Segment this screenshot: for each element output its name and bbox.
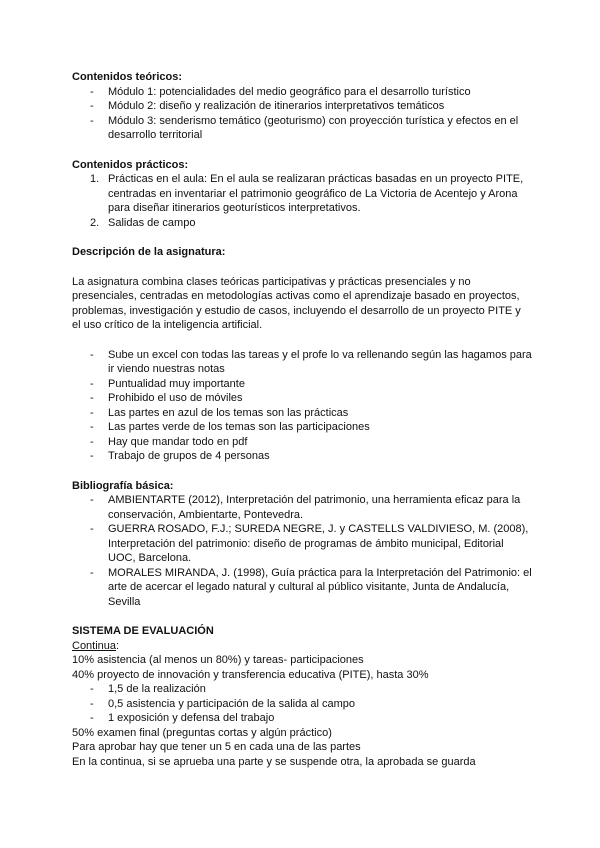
list-item: - Módulo 2: diseño y realización de itinerarios interpretativos temáticos <box>90 100 445 112</box>
teoricos-section <box>72 70 532 143</box>
list-item: - Sube un excel con todas las tareas y el profe lo va rellenando según las hagamos para ir viendo nuestras notas <box>90 348 532 375</box>
evaluacion-sub-list <box>72 682 532 726</box>
bibliografia-list <box>72 493 532 609</box>
list-item: 1. Prácticas en el aula: En el aula se realizaran prácticas basadas en un proyecto PITE, centradas en inventariar el patrimonio geográfico de La Victoria de Acentejo y Arona para diseñar itinerarios geoturísticos interpretativos. <box>90 173 524 214</box>
list-item: - Puntualidad muy importante <box>90 377 245 390</box>
list-item: - Módulo 3: senderismo temático (geoturismo) con proyección turística y efectos en el desarrollo territorial <box>90 114 519 141</box>
list-item: - GUERRA ROSADO, F.J.; SUREDA NEGRE, J. y CASTELLS VALDIVIESO, M. (2008), Interpretación del patrimonio: diseño de programas de ámbito municipal, Editorial UOC, Barcelona. <box>90 523 529 564</box>
evaluacion-line: En la continua, si se aprueba una parte y se suspende otra, la aprobada se guarda <box>72 755 476 768</box>
evaluacion-line: 10% asistencia (al menos un 80%) y tareas- participaciones <box>72 654 364 666</box>
descripcion-paragraph: La asignatura combina clases teóricas participativas y prácticas presenciales y no presenciales, centradas en metodologías activas como el aprendizaje basado en proyectos, problemas, investigación y estudio de casos, incluyendo el desarrollo de un proyecto PITE y el uso crítico de la inteligencia artificial. <box>72 275 521 331</box>
bibliografia-section <box>72 479 532 610</box>
list-item: - Trabajo de grupos de 4 personas <box>90 450 270 462</box>
list-item: - 0,5 asistencia y participación de la salida al campo <box>90 697 356 710</box>
practicos-section <box>72 158 532 231</box>
list-item: - Las partes verde de los temas son las participaciones <box>90 421 370 433</box>
evaluacion-line: Para aprobar hay que tener un 5 en cada una de las partes <box>72 741 361 753</box>
list-item: - 1 exposición y defensa del trabajo <box>90 712 275 724</box>
evaluacion-line: 40% proyecto de innovación y transferencia educativa (PITE), hasta 30% <box>72 668 429 681</box>
descripcion-notes <box>72 348 532 464</box>
list-item: - Prohibido el uso de móviles <box>90 392 243 404</box>
descripcion-section <box>72 245 532 464</box>
evaluacion-heading: SISTEMA DE EVALUACIÓN <box>72 625 214 637</box>
list-item: - 1,5 de la realización <box>90 683 206 695</box>
evaluacion-subheading: Continua: <box>72 639 120 652</box>
evaluacion-section <box>72 624 532 769</box>
list-item: - Módulo 1: potencialidades del medio geográfico para el desarrollo turístico <box>90 85 471 98</box>
evaluacion-line: 50% examen final (preguntas cortas y algún práctico) <box>72 726 332 739</box>
list-item: - AMBIENTARTE (2012), Interpretación del patrimonio, una herramienta eficaz para la conservación, Ambientarte, Pontevedra. <box>90 494 521 521</box>
teoricos-list <box>72 85 532 143</box>
practicos-heading: Contenidos prácticos: <box>72 158 189 171</box>
practicos-list <box>72 172 532 230</box>
teoricos-heading: Contenidos teóricos: <box>72 71 183 83</box>
list-item: - Hay que mandar todo en pdf <box>90 435 248 448</box>
list-item: - MORALES MIRANDA, J. (1998), Guía práctica para la Interpretación del Patrimonio: el arte de acercar el legado natural y cultural al público visitante, Junta de Andalucía, Sevilla <box>90 566 532 608</box>
list-item: 2. Salidas de campo <box>90 216 196 229</box>
bibliografia-heading: Bibliografía básica: <box>72 479 174 492</box>
descripcion-heading: Descripción de la asignatura: <box>72 246 226 258</box>
list-item: - Las partes en azul de los temas son las prácticas <box>90 406 349 419</box>
document-page <box>72 70 532 769</box>
